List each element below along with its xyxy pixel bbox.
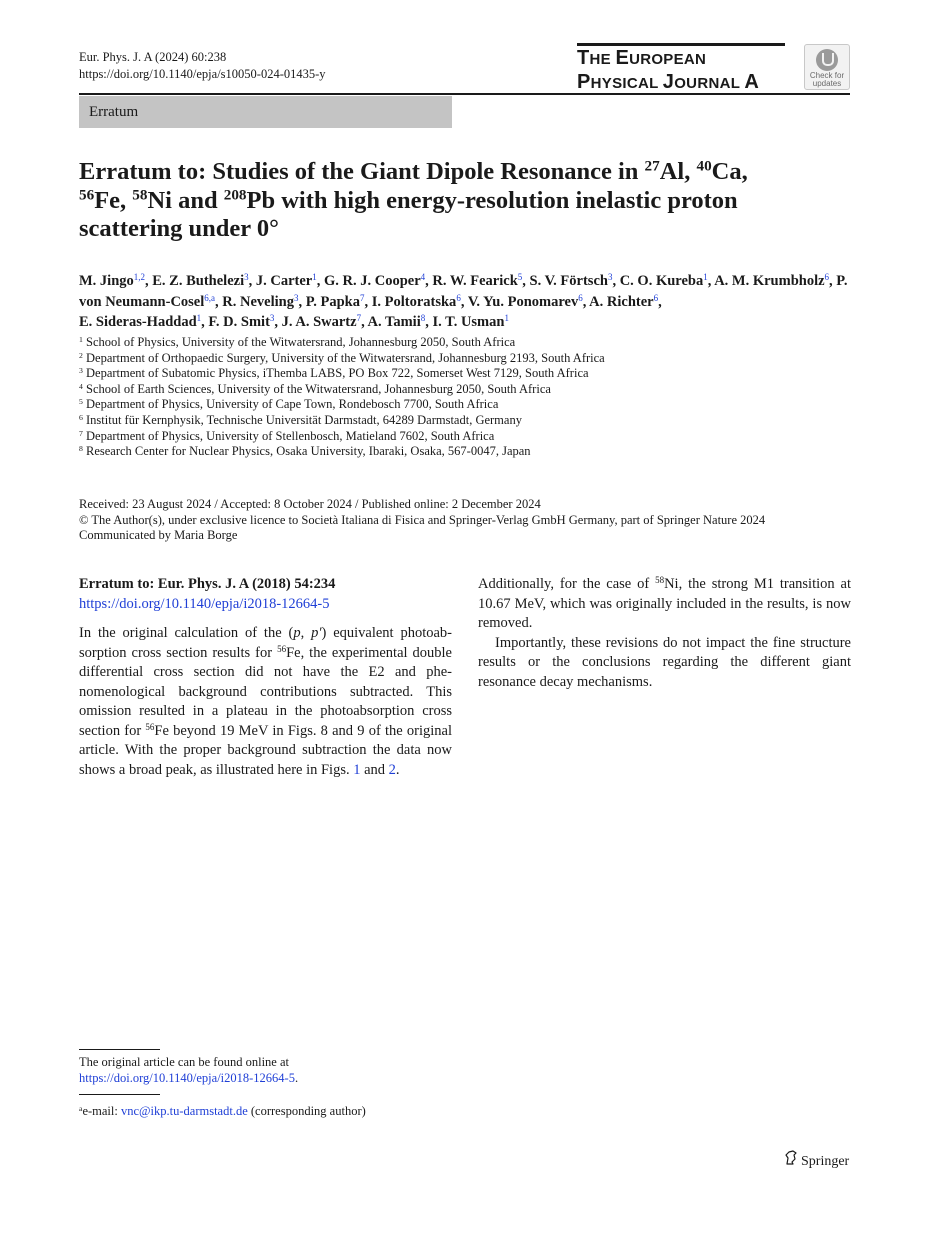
author: S. V. Förtsch [529,273,608,289]
author: E. Sideras-Haddad [79,314,197,330]
original-article-footnote-link[interactable]: https://doi.org/10.1140/epja/i2018-12664-5 [79,1071,295,1085]
body-left-column [79,575,452,780]
journal-citation [79,49,326,83]
article-doi[interactable]: https://doi.org/10.1140/epja/s10050-024-01435-y [79,67,326,81]
author: R. W. Fearick [432,273,518,289]
author: G. R. J. Cooper [323,273,421,289]
erratum-reference: Erratum to: Eur. Phys. J. A (2018) 54:234 [79,576,336,592]
publication-history [79,497,859,544]
affiliation: $^8$ Research Center for Nuclear Physics, Osaka University, Ibaraki, Osaka, 567-0047, Japan [79,443,531,459]
body-paragraph: Importantly, these revisions do not impact the fine structure results or the conclusions regarding the different giant resonance decay mechanisms. [478,634,851,690]
footnote-rule [79,1094,160,1095]
author: J. Carter [255,273,313,289]
footnote-rule [79,1049,160,1050]
author: J. A. Swartz [281,314,357,330]
affiliation: $^4$ School of Earth Sciences, University of the Witwatersrand, Johannesburg 2050, South Africa [79,381,551,396]
author-email-link[interactable]: vnc@ikp.tu-darmstadt.de [120,1104,248,1118]
figure-2-link[interactable]: 2 [388,761,396,778]
author: A. Richter [589,293,654,310]
article-title: Erratum to: Studies of the Giant Dipole Resonance in $^{27}$Al, $^{40}$Ca, $^{56}$Fe, $^{58}$Ni and $^{208}$Pb with high energy-resolution inelastic proton scattering under 0° [79,157,748,242]
communicated-by: Communicated by Maria Borge [79,528,238,543]
author: A. Tamii [367,314,421,330]
body-paragraph: Additionally, for the case of $^{58}$Ni, the strong M1 transition at 10.67 MeV, which was originally included in the results, is now removed. [478,575,851,631]
author: R. Neveling [222,293,294,310]
figure-1-link[interactable]: 1 [353,761,361,778]
author: E. Z. Buthelezi [152,273,245,289]
author: P. Papka [305,293,360,310]
check-for-updates-badge[interactable]: Check for updates [804,44,850,90]
affiliation: $^3$ Department of Subatomic Physics, iThemba LABS, PO Box 722, Somerset West 7129, South Africa [79,365,589,381]
author: I. T. Usman [432,314,505,330]
article-type-label: Erratum [79,96,452,128]
affiliation: $^2$ Department of Orthopaedic Surgery, University of the Witwatersrand, Johannesburg 2193, South Africa [79,350,605,365]
journal-name: THE EUROPEAN PHYSICAL JOURNAL A [577,47,760,93]
author: A. M. Krumbholz [714,273,825,289]
original-article-footnote: The original article can be found online at https://doi.org/10.1140/epja/i2018-12664-5. [79,1055,299,1085]
affiliation: $^6$ Institut für Kernphysik, Technische Universität Darmstadt, 64289 Darmstadt, Germany [79,412,522,427]
author: I. Poltoratska [371,293,457,310]
author: P. von Neumann-Cosel [79,273,848,310]
body-paragraph: In the original calculation of the (p, p′) equivalent photoabsorption cross section results for $^{56}$Fe, the experimental double differential cross section did not have the E2 and phenomenological background contributions subtracted. This omission resulted in a plateau in the photoabsorption cross section for $^{56}$Fe beyond 19 MeV in Figs. 8 and 9 of the original article. With the proper background subtraction the data now shows a broad peak, as illustrated here in Figs. 1 and 2. [79,625,453,778]
body-right-column [478,575,851,692]
affiliation-list [79,335,859,460]
publisher-logo: Springer [784,1150,849,1171]
author-list: M. Jingo$^{1,2}$, E. Z. Buthelezi$^3$, J. Carter$^1$, G. R. J. Cooper$^4$, R. W. Fearick$^5$, S. V. Förtsch$^3$, C. O. Kureba$^1$, A. M. Krumbholz$^6$, P. von Neumann-Cosel$^{6,a}$, R. Neveling$^3$, P. Papka$^7$, I. Poltoratska$^6$, V. Yu. Ponomarev$^6$, A. Richter$^6$, E. Sideras-Haddad$^1$, F. D. Smit$^3$, J. A. Swartz$^7$, A. Tamii$^8$, I. T. Usman$^1$ [79,272,848,330]
header-rule [79,93,850,95]
affiliation: $^7$ Department of Physics, University of Stellenbosch, Matieland 7602, South Africa [79,428,495,443]
received-dates: Received: 23 August 2024 / Accepted: 8 October 2024 / Published online: 2 December 2024 [79,497,541,511]
journal-name-top-rule [577,43,785,46]
author: C. O. Kureba [619,273,704,289]
affiliation: $^5$ Department of Physics, University of Cape Town, Rondebosch 7700, South Africa [79,397,499,412]
author: M. Jingo [79,273,134,289]
corresponding-author-footnote: $^a$e-mail: vnc@ikp.tu-darmstadt.de (corresponding author) [79,1103,366,1118]
author: V. Yu. Ponomarev [467,293,579,310]
copyright-notice: © The Author(s), under exclusive licence to Società Italiana di Fisica and Springer-Verlag GmbH Germany, part of Springer Nature 2024 [79,512,766,527]
author: F. D. Smit [208,314,270,330]
bookmark-icon [816,49,838,71]
affiliation: $^1$ School of Physics, University of the Witwatersrand, Johannesburg 2050, South Africa [79,334,516,349]
springer-horse-icon [784,1150,798,1171]
original-article-link[interactable]: https://doi.org/10.1140/epja/i2018-12664-5 [79,595,330,612]
citation-volume: Eur. Phys. J. A (2024) 60:238 [79,50,227,64]
